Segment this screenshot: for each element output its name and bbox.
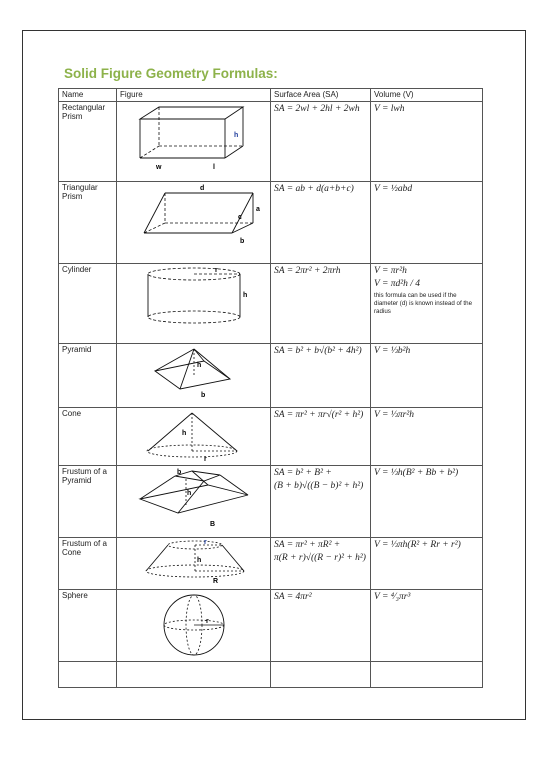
rectangular-prism-figure [120,103,268,179]
header-surface-area: Surface Area (SA) [271,89,371,102]
label-b: b [177,469,182,476]
label-d: d [200,185,205,192]
label-c: c [238,214,242,221]
shape-name: Cylinder [59,264,117,344]
surface-area-formula: SA = 2πr² + 2πrh [271,264,371,344]
surface-area-formula: SA = 4πr² [271,590,371,662]
label-h: h [243,292,248,299]
label-h: h [234,132,239,139]
formula-table [58,88,483,688]
volume-formula: V = ⅓πh(R² + Rr + r²) [371,538,483,590]
shape-name: Rectangular Prism [59,102,117,182]
label-b: b [240,238,245,245]
header-figure: Figure [117,89,271,102]
surface-area-formula: SA = b² + B² + (B + b)√((B − b)² + h²) [271,466,371,538]
label-h: h [197,557,202,564]
volume-formula: V = πr²h V = πd²h / 4 this formula can be used if the diameter (d) is known instead of the radius [371,264,483,344]
figure-cell [117,264,271,344]
label-r: r [206,618,209,625]
shape-name: Cone [59,408,117,466]
volume-formula: V = ⅓πr²h [371,408,483,466]
sphere-figure [120,591,268,659]
pyramid-figure [120,345,268,405]
volume-formula: V = ⅓b²h [371,344,483,408]
table-row [59,344,483,408]
figure-cell [117,466,271,538]
volume-formula: V = ½abd [371,182,483,264]
label-w: w [156,164,162,171]
cone-figure [120,409,268,463]
surface-area-formula: SA = ab + d(a+b+c) [271,182,371,264]
volume-formula: V = lwh [371,102,483,182]
shape-name: Triangular Prism [59,182,117,264]
figure-cell [117,102,271,182]
volume-formula: V = ⅓h(B² + Bb + b²) [371,466,483,538]
shape-name: Pyramid [59,344,117,408]
label-B: B [210,521,216,528]
shape-name: Sphere [59,590,117,662]
label-r: r [215,267,218,274]
label-l: l [213,164,215,171]
page-title: Solid Figure Geometry Formulas: [64,66,278,81]
figure-cell [117,182,271,264]
triangular-prism-figure [120,183,268,259]
label-R: R [213,578,219,585]
figure-cell [117,344,271,408]
shape-name: Frustum of a Pyramid [59,466,117,538]
shape-name: Frustum of a Cone [59,538,117,590]
table-row [59,408,483,466]
surface-area-formula: SA = 2wl + 2hl + 2wh [271,102,371,182]
figure-cell [117,408,271,466]
frustum-cone-figure [120,539,268,587]
surface-area-formula: SA = b² + b√(b² + 4h²) [271,344,371,408]
table-row [59,590,483,662]
label-b: b [201,392,206,399]
figure-cell [117,538,271,590]
table-row [59,102,483,182]
empty-table-row [59,662,483,688]
header-name: Name [59,89,117,102]
diameter-note: this formula can be used if the diameter (d) is known instead of the radius [374,292,473,315]
label-a: a [256,206,260,213]
table-header-row [59,89,483,102]
label-r: r [204,456,207,463]
label-h: h [197,362,202,369]
surface-area-formula: SA = πr² + πr√(r² + h²) [271,408,371,466]
frustum-pyramid-figure [120,467,268,535]
table-row [59,264,483,344]
figure-cell [117,590,271,662]
surface-area-formula: SA = πr² + πR² + π(R + r)√((R − r)² + h²) [271,538,371,590]
table-row [59,466,483,538]
label-h: h [187,490,192,497]
header-volume: Volume (V) [371,89,483,102]
table-row [59,182,483,264]
label-h: h [182,430,187,437]
label-r: r [204,539,207,546]
volume-formula: V = ⁴⁄₃πr³ [371,590,483,662]
table-row [59,538,483,590]
cylinder-figure [120,265,268,341]
